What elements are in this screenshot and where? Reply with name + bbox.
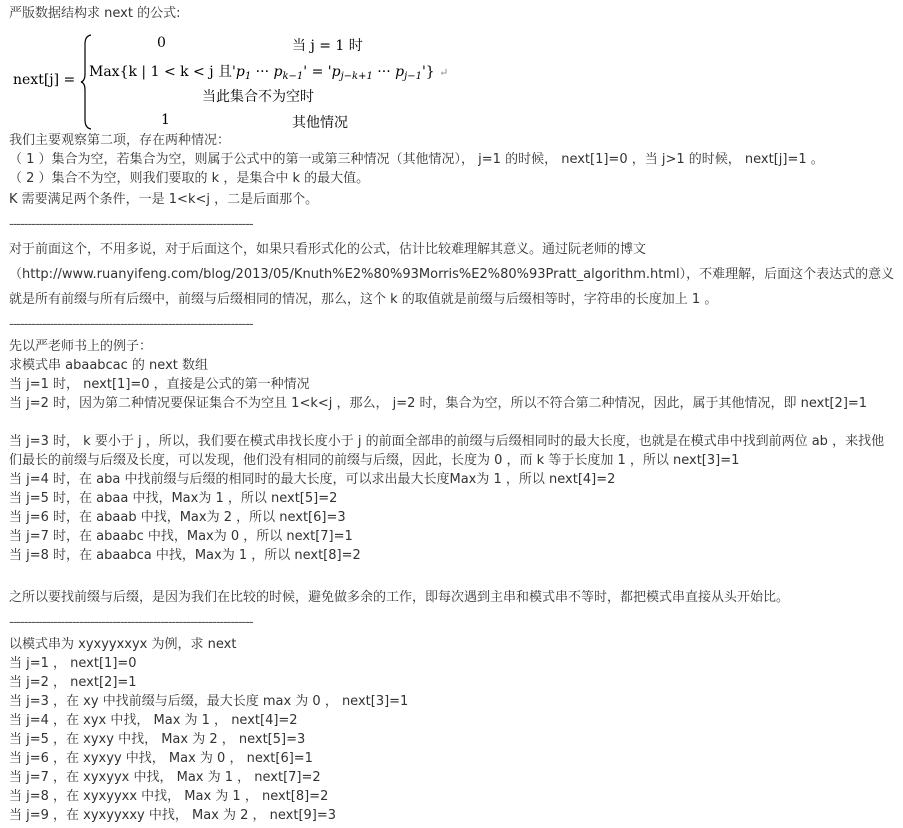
example2-heading: 以模式串为 xyxyyxxyx 为例，求 next: [9, 637, 237, 652]
example2-line: 当 j=1 ， next[1]=0: [9, 656, 137, 671]
example1-line: 当 j=6 时，在 abaab 中找，Max为 2 ，所以 next[6]=3: [9, 510, 346, 525]
case2-value: Max{k | 1 < k < j 且'$p_1$ ··· $p_{k-1}'$ = '$p_{j-k+1}$ ··· $p_{j-1}'$} ↵: [89, 64, 449, 82]
left-brace-icon: [80, 34, 92, 130]
case3-value: 1: [161, 112, 170, 128]
example1-line: 当 j=8 时，在 abaabca 中找，Max为 1 ，所以 next[8]=2: [9, 548, 361, 563]
next-formula: [9, 30, 569, 134]
intro-text: 严版数据结构求 next 的公式:: [9, 6, 181, 21]
case1-value: 0: [157, 35, 166, 51]
example2-line: 当 j=7 ，在 xyxyyx 中找， Max 为 1 ， next[7]=2: [9, 770, 321, 785]
example1-line: 当 j=5 时，在 abaa 中找，Max为 1 ，所以 next[5]=2: [9, 491, 338, 506]
example2-line: 当 j=8 ，在 xyxyyxx 中找， Max 为 1 ， next[8]=2: [9, 789, 329, 804]
para1-line: K 需要满足两个条件，一是 1<k<j ，二是后面那个。: [9, 192, 319, 207]
para2-line: （http://www.ruanyifeng.com/blog/2013/05/Knuth%E2%80%93Morris%E2%80%93Pratt_algorithm.html），不难理解，后面这个表达式的意义: [9, 267, 895, 282]
example1-heading: 先以严老师书上的例子：: [9, 339, 153, 354]
example2-line: 当 j=4 ，在 xyx 中找， Max 为 1 ， next[4]=2: [9, 713, 298, 728]
para1-line: （ 1 ）集合为空，若集合为空，则属于公式中的第一或第三种情况（其他情况）， j=1 的时候， next[1]=0 ，当 j>1 的时候， next[j]=1 。: [9, 152, 824, 167]
formula-lhs: next[j] =: [13, 72, 76, 88]
example1-line: 当 j=3 时， k 要小于 j ，所以，我们要在模式串找长度小于 j 的前面全部串的前缀与后缀相同时的最大长度，也就是在模式串中找到前两位 ab ，来找他们最长的前缀与后缀及长度，可以发现，他们没有相同的前缀与后缀，因此，长度为 0 ，而 k 等于长度加 1 ，所以 next[3]=1: [9, 434, 885, 468]
example2-line: 当 j=2 ， next[2]=1: [9, 675, 137, 690]
para3: 之所以要找前缀与后缀，是因为我们在比较的时候，避免做多余的工作，即每次遇到主串和模式串不等时，都把模式串直接从头开始比。: [9, 590, 790, 605]
example2-line: 当 j=5 ，在 xyxy 中找， Max 为 2 ， next[5]=3: [9, 732, 306, 747]
para2-line: 就是所有前缀与所有后缀中，前缀与后缀相同的情况，那么，这个 k 的取值就是前缀与后缀相等时，字符串的长度加上 1 。: [9, 292, 718, 307]
return-mark-icon: ↵: [439, 66, 449, 79]
case1-condition: 当 j = 1 时: [292, 38, 363, 54]
example1-line: 当 j=2 时，因为第二种情况要保证集合不为空且 1<k<j ，那么， j=2 时，集合为空，所以不符合第二种情况，因此，属于其他情况，即 next[2]=1: [9, 396, 868, 411]
example1-subheading: 求模式串 abaabcac 的 next 数组: [9, 358, 208, 373]
para1-line: 我们主要观察第二项，存在两种情况：: [9, 133, 231, 148]
example1-line: 当 j=4 时，在 aba 中找前缀与后缀的相同时的最大长度，可以求出最大长度Max为 1 ，所以 next[4]=2: [9, 472, 616, 487]
case2-condition: 当此集合不为空时: [202, 89, 314, 105]
example2-line: 当 j=9 ，在 xyxyyxxy 中找， Max 为 2 ， next[9]=3: [9, 808, 337, 823]
case3-condition: 其他情况: [292, 115, 348, 131]
example2-line: 当 j=6 ，在 xyxyy 中找， Max 为 0 ， next[6]=1: [9, 751, 313, 766]
para1-line: （ 2 ）集合不为空，则我们要取的 k ，是集合中 k 的最大值。: [9, 171, 370, 186]
example1-line: 当 j=1 时， next[1]=0 ，直接是公式的第一种情况: [9, 377, 310, 392]
para2-line: 对于前面这个，不用多说，对于后面这个，如果只看形式化的公式，估计比较难理解其意义。通过阮老师的博文: [9, 242, 647, 257]
divider: ------------------------------------------------------------------: [9, 317, 253, 332]
divider: ------------------------------------------------------------------: [9, 615, 253, 630]
divider: ------------------------------------------------------------------: [9, 217, 253, 232]
example2-line: 当 j=3 ，在 xy 中找前缀与后缀，最大长度 max 为 0 ， next[3]=1: [9, 694, 409, 709]
example1-line: 当 j=7 时，在 abaabc 中找，Max为 0 ，所以 next[7]=1: [9, 529, 353, 544]
